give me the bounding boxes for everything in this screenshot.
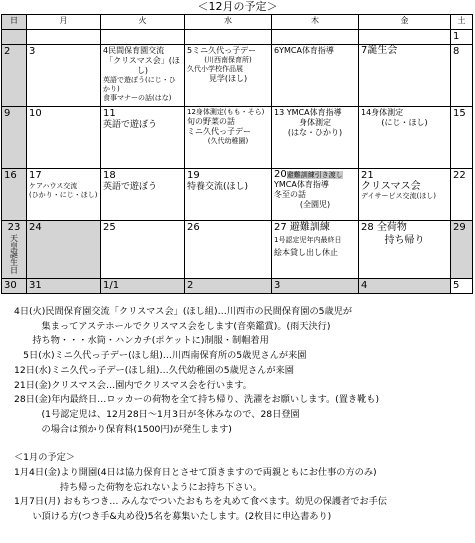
note-line: 4日(火)民間保育園交流「クリスマス会」(ほし組)…川西市の民間保育園の5歳児が xyxy=(14,306,353,317)
date-number: 4 xyxy=(361,280,368,291)
weekday-sun: 日 xyxy=(2,15,27,30)
day-cell xyxy=(185,169,272,221)
event-line: クリスマス会 xyxy=(361,181,421,192)
date-number: 24 xyxy=(29,222,42,233)
day-cell xyxy=(359,221,451,279)
date-number: 30 xyxy=(4,280,17,291)
event-line: (全園児) xyxy=(299,200,331,209)
day-cell xyxy=(451,45,473,107)
date-number: 5 xyxy=(453,280,460,291)
date-number: 2 xyxy=(4,46,11,57)
holiday-label: 天皇誕生日 xyxy=(9,234,19,274)
event-line: 見学(ほし) xyxy=(208,74,248,83)
day-cell xyxy=(101,169,185,221)
calendar-week-1 xyxy=(2,30,473,45)
calendar-week-6 xyxy=(2,279,473,294)
note-line: の場合は預かり保育料(1500円)が発生します) xyxy=(14,423,232,435)
day-cell xyxy=(27,30,101,45)
weekday-tue: 火 xyxy=(101,15,185,30)
evacuation-drill-highlight: 避難訓練引き渡し xyxy=(286,171,343,179)
event-line: 冬至の話 xyxy=(274,190,306,199)
schedule-notes xyxy=(14,305,469,525)
date-number: 16 xyxy=(4,170,17,181)
day-cell xyxy=(2,221,27,279)
event-line: 英語で遊ぼう xyxy=(103,120,158,130)
day-cell xyxy=(451,169,473,221)
date-number: 10 xyxy=(29,108,42,119)
day-cell xyxy=(27,107,101,169)
day-cell xyxy=(101,279,185,294)
calendar-week-4 xyxy=(2,169,473,221)
day-cell xyxy=(27,221,101,279)
note-line: 21日(金)クリスマス会…園内でクリスマス会を行います。 xyxy=(14,379,252,391)
date-number: 25 xyxy=(103,222,116,233)
event-line: (ひかり・にじ・ほし) xyxy=(29,191,98,199)
event-line: ケアハウス交流 xyxy=(29,182,78,190)
event-line: 旬の野菜の話 xyxy=(187,117,235,126)
date-number: 31 xyxy=(29,280,42,291)
date-number: 18 xyxy=(103,170,116,181)
event-line: 4民間保育園交流 xyxy=(103,46,165,55)
weekday-wed: 水 xyxy=(185,15,272,30)
note-line: 5日(水)ミニ久代っ子デー(ほし組)…川西南保育所の5歳児さんが来園 xyxy=(14,350,307,362)
day-cell xyxy=(185,30,272,45)
day-cell xyxy=(451,279,473,294)
day-cell xyxy=(2,45,27,107)
day-cell xyxy=(359,45,451,107)
note-line: 1月7日(月) おもちつき… みんなでついたおもちを丸めて食べます。幼児の保護者でお手伝 xyxy=(14,496,387,508)
note-line: (1号認定児は、12月28日～1月3日が冬休みなので、28日登園 xyxy=(14,408,300,420)
note-line: い頂ける方(つき手&丸め役)5名を募集いたします。(2枚目に申込書あり) xyxy=(14,511,332,523)
event-line: 7誕生会 xyxy=(361,45,398,56)
note-line: 持ち物・・・水筒・ハンカチ(ポケットに)制服・制帽着用 xyxy=(14,335,269,347)
event-line: 身体測定 xyxy=(299,118,331,127)
event-line: 12身体測定(もも・そら) xyxy=(187,108,265,116)
day-cell xyxy=(2,279,27,294)
date-number: 9 xyxy=(4,108,11,119)
day-cell xyxy=(359,30,451,45)
event-line: (久代幼稚園) xyxy=(207,137,249,145)
date-number: 29 xyxy=(453,222,466,233)
date-number: 26 xyxy=(187,222,200,233)
event-line: (にじ・ほし) xyxy=(381,118,428,127)
day-cell xyxy=(27,279,101,294)
event-line: YMCA体育指導 xyxy=(274,180,329,189)
day-cell xyxy=(101,221,185,279)
event-line: (川西南保育所) xyxy=(204,56,252,64)
date-number: 1/1 xyxy=(103,280,120,291)
date-number: 15 xyxy=(453,108,466,119)
note-line: 集まってアステホールでクリスマス会をします(音楽鑑賞)。(雨天決行) xyxy=(14,320,331,332)
day-cell xyxy=(185,107,272,169)
calendar-week-5 xyxy=(2,221,473,279)
event-line: 27 避難訓練 xyxy=(274,222,330,233)
note-line: 12日(水)ミニ久代っ子デー(ほし組)…久代幼稚園の5歳児さんが来園 xyxy=(14,364,294,376)
date-number: 19 xyxy=(187,170,200,181)
day-cell xyxy=(185,45,272,107)
event-line: ミニ久代っ子デー xyxy=(187,127,251,136)
day-cell xyxy=(185,279,272,294)
weekday-sat: 土 xyxy=(451,15,473,30)
date-number: 8 xyxy=(453,46,460,57)
date-number: 2 xyxy=(187,280,194,291)
day-cell xyxy=(272,221,359,279)
note-line: 持ち帰った荷物を忘れないようにお持ち下さい。 xyxy=(14,481,263,493)
day-cell xyxy=(451,107,473,169)
event-line: 持ち帰り xyxy=(384,235,425,246)
event-line: 28 全荷物 xyxy=(361,222,407,233)
event-line: 「クリスマス会」(ほし) xyxy=(105,56,180,75)
event-line: 英語で遊ぼう(にじ・ひかり) xyxy=(103,76,176,93)
day-cell xyxy=(2,30,27,45)
weekday-header-row xyxy=(2,15,473,30)
date-number: 3 xyxy=(274,280,281,291)
day-cell xyxy=(185,221,272,279)
event-line: 6YMCA体育指導 xyxy=(274,46,334,55)
date-number: 11 xyxy=(103,108,116,119)
date-number: 20 xyxy=(274,169,287,180)
event-line: 絵本貸し出し休止 xyxy=(274,248,338,257)
date-number: 21 xyxy=(361,170,374,181)
weekday-thu: 木 xyxy=(272,15,359,30)
day-cell xyxy=(272,279,359,294)
day-cell xyxy=(359,279,451,294)
event-line: 5ミニ久代っ子デー xyxy=(187,46,257,55)
date-number: 23 xyxy=(7,222,21,233)
day-cell xyxy=(272,45,359,107)
day-cell xyxy=(272,169,359,221)
january-section-title: ＜1月の予定＞ xyxy=(14,452,75,464)
day-cell xyxy=(2,107,27,169)
event-line: 14身体測定 xyxy=(361,108,404,117)
day-cell xyxy=(101,45,185,107)
day-cell xyxy=(359,169,451,221)
calendar-week-2 xyxy=(2,45,473,107)
day-cell xyxy=(359,107,451,169)
weekday-fri: 金 xyxy=(359,15,451,30)
note-line: 1月4日(金)より開園(4日は協力保育日とさせて頂きますので両親ともにお仕事の方のみ) xyxy=(14,467,377,479)
weekday-mon: 月 xyxy=(27,15,101,30)
event-line: 英語で遊ぼう xyxy=(103,182,158,192)
date-number: 1 xyxy=(453,31,460,42)
december-calendar xyxy=(1,14,473,294)
day-cell xyxy=(451,221,473,279)
event-line: 食事マナーの話(はな) xyxy=(103,94,172,102)
day-cell xyxy=(2,169,27,221)
event-line: 13 YMCA体育指導 xyxy=(274,108,342,117)
day-cell xyxy=(272,107,359,169)
day-cell xyxy=(451,30,473,45)
page-title: ＜12月の予定＞ xyxy=(197,0,278,13)
date-number: 3 xyxy=(29,46,36,57)
day-cell xyxy=(101,107,185,169)
day-cell xyxy=(27,169,101,221)
date-number: 22 xyxy=(453,170,466,181)
event-line: デイサービス交流(ほし) xyxy=(361,192,436,200)
event-line: 久代小学校作品展 xyxy=(187,65,243,73)
day-cell xyxy=(27,45,101,107)
date-number: 17 xyxy=(29,170,42,181)
note-line: 28日(金)年内最終日…ロッカーの荷物を全て持ち帰り、洗濯をお願いします。(置き靴も) xyxy=(14,394,380,406)
event-line: 1号認定児年内最終日 xyxy=(274,236,342,244)
day-cell xyxy=(272,30,359,45)
event-line: (はな・ひかり) xyxy=(287,128,343,137)
day-cell xyxy=(101,30,185,45)
event-line: 特養交流(ほし) xyxy=(187,182,249,192)
calendar-week-3 xyxy=(2,107,473,169)
